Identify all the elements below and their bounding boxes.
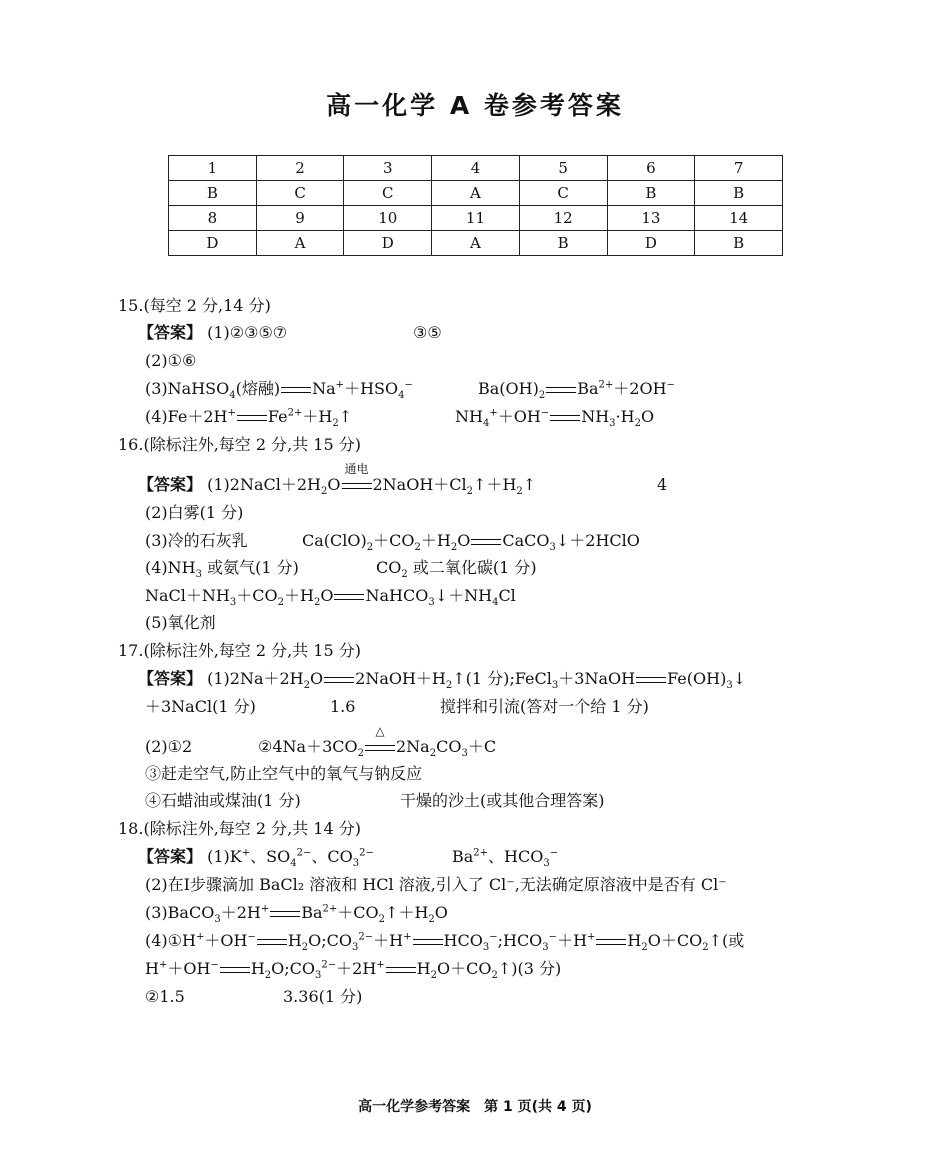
table-cell: 11 bbox=[432, 206, 520, 231]
one-point-note: (1 分) bbox=[212, 697, 256, 716]
q17-p1-tail: 搅拌和引流(答对一个给 1 分) bbox=[440, 697, 649, 716]
page-title: 高一化学 A 卷参考答案 bbox=[326, 91, 624, 120]
q16-header: 16.(除标注外,每空 2 分,共 15 分) bbox=[118, 435, 361, 454]
table-cell: 4 bbox=[432, 156, 520, 181]
heat-condition: △ bbox=[375, 724, 385, 738]
table-cell: 13 bbox=[607, 206, 695, 231]
q16-p2: (2)白雾(1 分) bbox=[145, 503, 244, 522]
q15-answer-line bbox=[138, 322, 287, 344]
table-row bbox=[169, 181, 783, 206]
table-cell: 5 bbox=[519, 156, 607, 181]
table-cell: B bbox=[169, 181, 257, 206]
q15-p3-prefix: (3) bbox=[145, 379, 168, 398]
q15-header: 15.(每空 2 分,14 分) bbox=[118, 296, 271, 315]
page-footer: 高一化学参考答案 第 1 页(共 4 页) bbox=[358, 1099, 592, 1115]
table-cell: 8 bbox=[169, 206, 257, 231]
table-cell: C bbox=[256, 181, 344, 206]
one-point-note: (1 分) bbox=[465, 669, 510, 688]
q15-p3-eq1: (3)NaHSO$_4$(熔融) $Na^++HSO_4^-$ bbox=[145, 379, 413, 402]
q17-p2-e: 干燥的沙土(或其他合理答案) bbox=[400, 791, 605, 810]
q17-answer-line: 【答案】 $(1)2Na+2H_2O$ $2NaOH+H_2↑(1$ 分);FeCl$_3$＋3NaOH $Fe(OH)_3↓$ bbox=[138, 669, 747, 692]
q16-p4-prefix: (4) bbox=[145, 558, 168, 577]
answer-label: 【答案】 bbox=[138, 847, 203, 866]
q17-p2-b: $②4Na+3CO_2$ △ $2Na_2CO_3+C$ bbox=[258, 736, 496, 758]
table-cell: 1 bbox=[169, 156, 257, 181]
electrolysis-condition: 通电 bbox=[344, 462, 369, 476]
q15-p1b: ③⑤ bbox=[413, 323, 442, 342]
q15-p4-prefix: (4) bbox=[145, 407, 168, 426]
q17-p2-c: ③赶走空气,防止空气中的氧气与钠反应 bbox=[145, 764, 423, 783]
table-cell: 3 bbox=[344, 156, 432, 181]
q16-p4-eq: $NaCl+NH_3+CO_2+H_2O$ $NaHCO_3↓+NH_4Cl$ bbox=[145, 586, 516, 609]
q18-p4-cont: H+＋OH− $H_2O;CO_3^{2-}+2H^+$ $H_2O+CO_2↑)(3$ 分) bbox=[145, 959, 562, 982]
table-cell: A bbox=[432, 181, 520, 206]
q18-p5-b: 3.36(1 分) bbox=[283, 987, 363, 1006]
table-cell: 2 bbox=[256, 156, 344, 181]
answer-table bbox=[168, 155, 783, 256]
q18-p3-prefix: (3) bbox=[145, 903, 168, 922]
table-cell: D bbox=[169, 231, 257, 256]
q18-p4-tail: )(3 分) bbox=[511, 959, 562, 978]
table-row bbox=[169, 206, 783, 231]
q18-p5-a: ②1.5 bbox=[145, 987, 185, 1006]
q17-p1-cont: ＋3NaCl(1 分) bbox=[145, 697, 256, 716]
q16-p5: (5)氧化剂 bbox=[145, 613, 216, 632]
table-cell: 12 bbox=[519, 206, 607, 231]
q18-header: 18.(除标注外,每空 2 分,共 14 分) bbox=[118, 819, 361, 838]
table-cell: B bbox=[607, 181, 695, 206]
q17-p1-prefix: (1) bbox=[207, 669, 230, 688]
q16-p4-b-text: 或二氧化碳(1 分) bbox=[412, 558, 537, 577]
table-cell: 10 bbox=[344, 206, 432, 231]
table-cell: B bbox=[695, 181, 783, 206]
q16-p4-a: $(4)NH_3$ 或氨气(1 分) bbox=[145, 558, 299, 581]
table-cell: B bbox=[695, 231, 783, 256]
q16-p1-value: 4 bbox=[657, 475, 668, 494]
q16-p3-prefix: (3)冷的石灰乳 bbox=[145, 531, 248, 550]
q18-p2: (2)在Ⅰ步骤滴加 BaCl₂ 溶液和 HCl 溶液,引入了 Cl⁻,无法确定原溶液中是否有 Cl⁻ bbox=[145, 875, 727, 894]
q15-p3-eq2: $Ba(OH)_2$ $Ba^{2+}+2OH^-$ bbox=[478, 379, 675, 402]
q16-p3 bbox=[145, 530, 248, 552]
table-cell: A bbox=[256, 231, 344, 256]
table-cell: D bbox=[607, 231, 695, 256]
table-row bbox=[169, 231, 783, 256]
q17-p2-d: ④石蜡油或煤油(1 分) bbox=[145, 791, 301, 810]
table-cell: C bbox=[344, 181, 432, 206]
table-cell: 6 bbox=[607, 156, 695, 181]
q15-p1a: (1)②③⑤⑦ bbox=[207, 323, 288, 342]
q16-answer-line: 【答案】 $(1)2NaCl+2H_2O$ 通电 $2NaOH+Cl_2↑+H_2↑$ bbox=[138, 474, 536, 496]
q17-header: 17.(除标注外,每空 2 分,共 15 分) bbox=[118, 641, 361, 660]
table-cell: D bbox=[344, 231, 432, 256]
q15-p4-eq1: (4)Fe＋2H+ $Fe^{2+}+H_2↑$ bbox=[145, 407, 353, 430]
table-cell: 14 bbox=[695, 206, 783, 231]
answer-label: 【答案】 bbox=[138, 475, 203, 494]
table-cell: 7 bbox=[695, 156, 783, 181]
q15-p4-eq2: $NH_4^++OH^-$ $NH_3\cdot H_2O$ bbox=[455, 407, 655, 430]
answer-label: 【答案】 bbox=[138, 323, 203, 342]
table-cell: A bbox=[432, 231, 520, 256]
q17-p1-num: 1.6 bbox=[330, 697, 356, 716]
q18-answer-line: 【答案】 (1)K+、$SO_4^{2-}$、$CO_3^{2-}$ bbox=[138, 847, 374, 870]
q16-p4-a-text: 或氨气(1 分) bbox=[207, 558, 299, 577]
q15-p2: (2)①⑥ bbox=[145, 351, 197, 370]
q16-p3-eq: $Ca(ClO)_2+CO_2+H_2O$ CaCO$_3$↓＋2HClO bbox=[302, 531, 640, 554]
q17-p2-b-prefix: ② bbox=[258, 737, 273, 756]
q18-p1-b: $Ba^{2+}$、$HCO_3^-$ bbox=[452, 847, 559, 870]
table-row bbox=[169, 156, 783, 181]
q18-p1-prefix: (1) bbox=[207, 847, 230, 866]
q16-p4-b: $CO_2$ 或二氧化碳(1 分) bbox=[376, 558, 537, 581]
q18-p4: (4)①H+＋OH− $H_2O;CO_3^{2-}+H^+$ $HCO_3^-;HCO_3^-+H^+$ $H_2O+CO_2↑$(或 bbox=[145, 931, 745, 954]
table-cell: C bbox=[519, 181, 607, 206]
table-cell: 9 bbox=[256, 206, 344, 231]
q18-p4-or: (或 bbox=[722, 931, 745, 950]
q18-p4-prefix: (4)① bbox=[145, 931, 183, 950]
q17-p2-a: (2)①2 bbox=[145, 737, 193, 756]
q16-p1-prefix: (1) bbox=[207, 475, 230, 494]
table-cell: B bbox=[519, 231, 607, 256]
q18-p3: (3)BaCO$_3$＋2H+ $Ba^{2+}+CO_2↑+H_2O$ bbox=[145, 903, 448, 926]
answer-label: 【答案】 bbox=[138, 669, 203, 688]
